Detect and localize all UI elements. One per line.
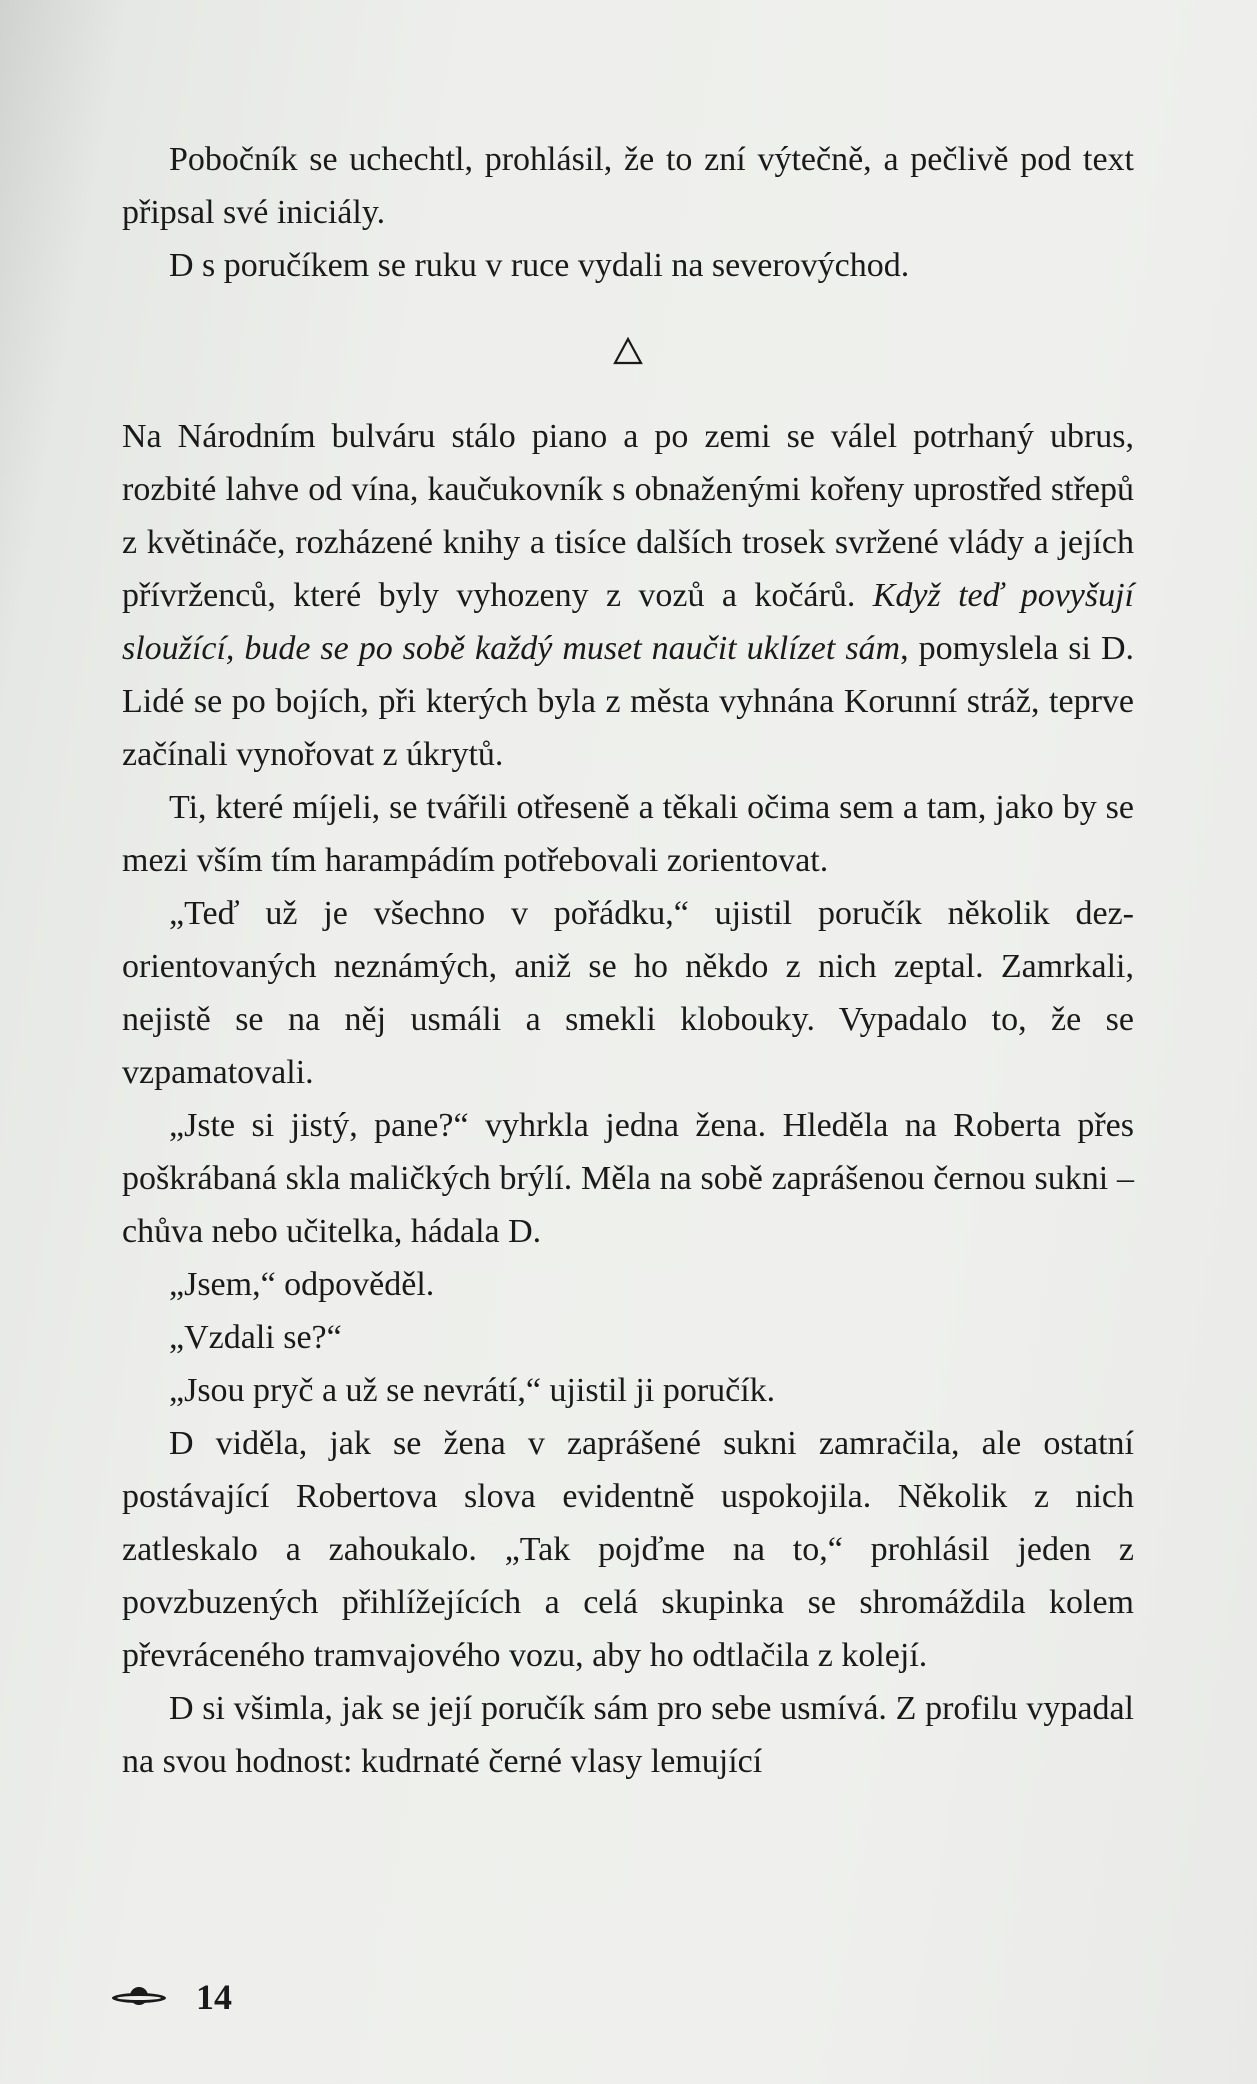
paragraph: „Jsou pryč a už se nevrátí,“ ujistil ji poručík. <box>169 1372 776 1409</box>
page-footer <box>110 1976 232 2018</box>
paragraph-text: , pomyslela si D. Lidé se po bojích, při kterých byla z města vyhnána Korunní stráž, teprve začínali vynořovat z úkrytů. <box>122 630 1134 773</box>
triangle-icon <box>613 337 643 365</box>
paragraph: „Teď už je všechno v pořádku,“ ujistil poručík několik dezorientovaných neznámých, aniž se ho někdo z nich zeptal. Zamrkali, nejistě se na něj usmáli a smekli klobouky. Vypadalo to, že se vzpamatovali. <box>122 895 1134 1091</box>
paragraph <box>122 410 1134 781</box>
section-break <box>122 292 1134 410</box>
saturn-ornament-icon <box>110 1984 168 2010</box>
page-text <box>122 133 1134 1788</box>
page-number: 14 <box>196 1977 232 2017</box>
paragraph: „Jsem,“ odpověděl. <box>169 1266 435 1303</box>
paragraph: D si všimla, jak se její poručík sám pro sebe usmívá. Z profilu vypadal na svou hodnost: kudrnaté černé vlasy lemující <box>122 1690 1134 1780</box>
italic-thought: Když teď povyšují sloužící, bude se po sobě každý muset naučit uklízet sám <box>122 577 1134 667</box>
paragraph: „Jste si jistý, pane?“ vyhrkla jedna žena. Hleděla na Roberta přes poškrábaná skla maličkých brýlí. Měla na sobě zaprášenou černou sukni – chůva nebo učitelka, hádala D. <box>122 1107 1134 1250</box>
paragraph: „Vzdali se?“ <box>169 1319 342 1356</box>
paragraph: D s poručíkem se ruku v ruce vydali na severovýchod. <box>169 247 910 284</box>
paragraph: Ti, které míjeli, se tvářili otřeseně a těkali očima sem a tam, jako by se mezi vším tím harampádím potřebovali zorientovat. <box>122 789 1134 879</box>
paragraph-text: Na Národním bulváru stálo piano a po zemi se válel potrhaný ubrus, rozbité lahve od vína, kaučukovník s obnaženými kořeny uprostřed střepů z květináče, rozházené knihy a tisíce dalších trosek svržené vlády a jejích přívrženců, které byly vyhozeny z vozů a kočárů. <box>122 418 1134 614</box>
paragraph: Pobočník se uchechtl, prohlásil, že to zní výtečně, a pečlivě pod text připsal své iniciály. <box>122 141 1134 231</box>
paragraph: D viděla, jak se žena v zaprášené sukni zamračila, ale ostatní postávající Robertova slova evidentně uspokojila. Několik z nich zatleskalo a zahoukalo. „Tak pojďme na to,“ prohlásil jeden z povzbuzených přihlížejících a celá skupinka se shromáždila kolem převráceného tramvajového vozu, aby ho odtlačila z kolejí. <box>122 1425 1134 1674</box>
